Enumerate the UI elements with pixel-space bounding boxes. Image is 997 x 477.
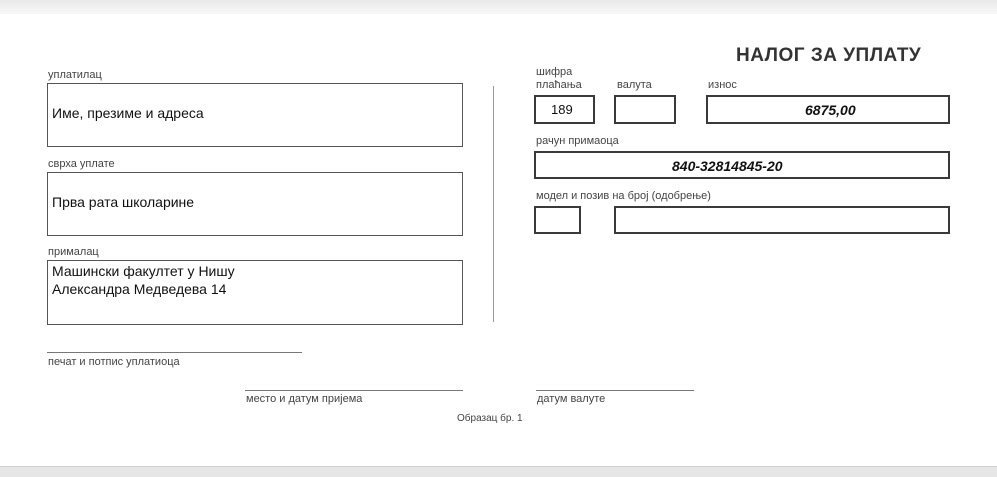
payment-code-label-line1: шифра — [536, 66, 573, 78]
payer-field[interactable] — [47, 83, 463, 147]
reference-number-field[interactable] — [614, 206, 950, 234]
recipient-account-label: рачун примаоца — [536, 135, 619, 147]
currency-label: валута — [617, 79, 652, 91]
reference-label: модел и позив на број (одобрење) — [536, 190, 711, 202]
signature-line — [47, 352, 302, 353]
payment-code-label-line2: плаћања — [536, 79, 582, 91]
viewer-bottom-bar — [0, 466, 997, 477]
viewer-top-bar — [0, 0, 997, 14]
recipient-field[interactable] — [47, 260, 463, 325]
payer-label: уплатилац — [48, 69, 102, 81]
value-date-line — [536, 390, 694, 391]
purpose-field[interactable] — [47, 172, 463, 236]
amount-field[interactable] — [706, 95, 950, 124]
value-date-label: датум валуте — [537, 393, 606, 405]
amount-value: 6875,00 — [805, 102, 856, 118]
place-date-label: место и датум пријема — [246, 393, 363, 405]
purpose-value: Прва рата школарине — [52, 194, 195, 210]
place-date-line — [245, 390, 463, 391]
form-number: Образац бр. 1 — [457, 413, 523, 424]
payer-value: Име, презиме и адреса — [52, 105, 204, 121]
payment-code-value: 189 — [551, 102, 573, 117]
recipient-account-value: 840-32814845-20 — [672, 158, 783, 174]
recipient-account-field[interactable] — [534, 151, 950, 179]
form-title: НАЛОГ ЗА УПЛАТУ — [736, 45, 922, 66]
recipient-value: Машински факултет у Нишу Александра Медведева 14 — [52, 263, 235, 297]
column-divider — [493, 86, 494, 322]
currency-field[interactable] — [614, 95, 676, 124]
purpose-label: сврха уплате — [48, 158, 115, 170]
signature-label: печат и потпис уплатиоца — [48, 356, 180, 368]
payment-code-field[interactable] — [534, 95, 595, 124]
amount-label: износ — [708, 79, 737, 91]
recipient-label: прималац — [48, 246, 99, 258]
reference-model-field[interactable] — [534, 206, 581, 234]
